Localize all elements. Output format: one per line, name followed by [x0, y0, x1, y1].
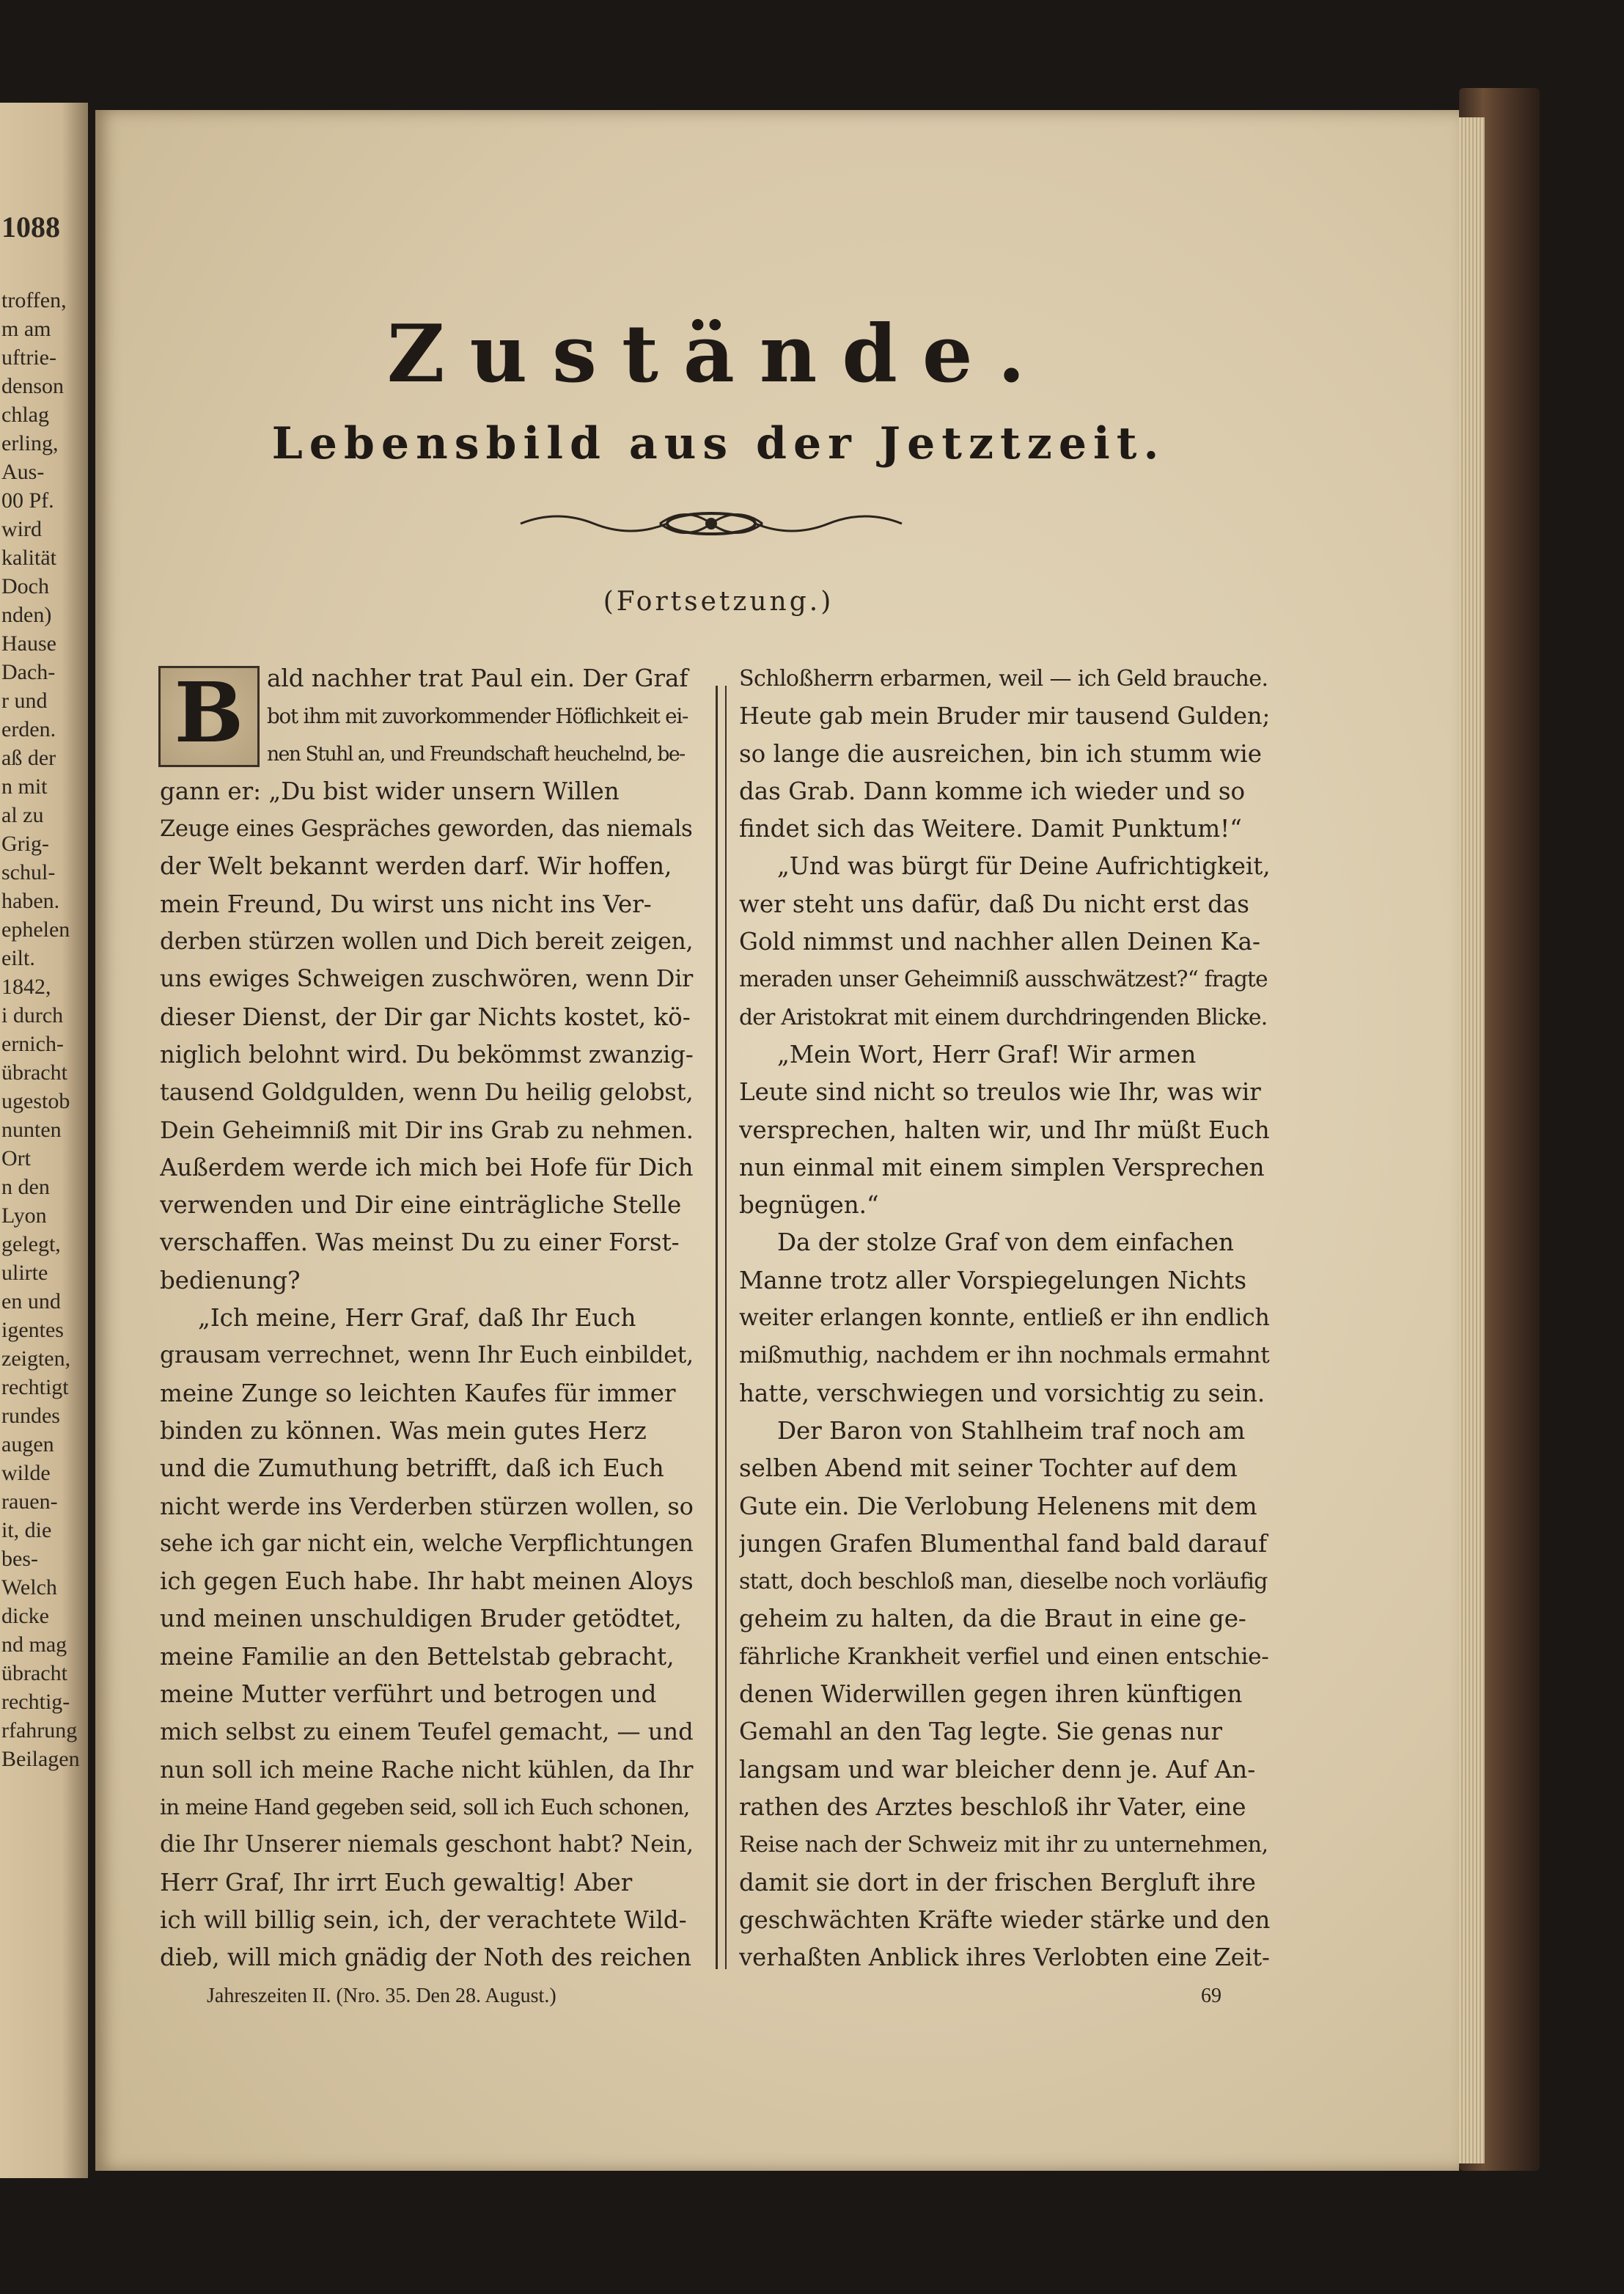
text-line: grausam verrechnet, wenn Ihr Euch einbildet, — [160, 1342, 694, 1369]
text-line: Manne trotz aller Vorspiegelungen Nichts — [739, 1266, 1247, 1294]
previous-page-fragment — [0, 103, 88, 2178]
margin-fragment: nd mag — [1, 1632, 67, 1657]
margin-fragment: nunten — [1, 1118, 62, 1142]
margin-fragment: chlag — [1, 403, 49, 427]
text-line: jungen Grafen Blumenthal fand bald darauf — [739, 1529, 1268, 1558]
previous-page-text — [1, 286, 84, 1773]
text-line: dieser Dienst, der Dir gar Nichts kostet, kö- — [160, 1003, 691, 1031]
margin-fragment: troffen, — [1, 288, 67, 312]
margin-fragment: übracht — [1, 1060, 67, 1085]
text-line: gann er: „Du bist wider unsern Willen — [160, 777, 620, 805]
left-text-column — [160, 660, 694, 1976]
text-line: bot ihm mit zuvorkommender Höflichkeit ei- — [267, 704, 688, 729]
text-line: „Ich meine, Herr Graf, daß Ihr Euch — [198, 1304, 636, 1333]
text-line: „Und was bürgt für Deine Aufrichtigkeit, — [777, 852, 1270, 881]
margin-fragment: nden) — [1, 603, 52, 627]
margin-fragment: zeigten, — [1, 1346, 71, 1371]
text-line: nun einmal mit einem simplen Versprechen — [739, 1153, 1265, 1181]
text-line: versprechen, halten wir, und Ihr müßt Euch — [739, 1115, 1270, 1144]
margin-fragment: Welch — [1, 1575, 57, 1599]
right-text-column — [739, 660, 1270, 1976]
text-line: Reise nach der Schweiz mit ihr zu unternehmen, — [739, 1832, 1268, 1858]
margin-fragment: n den — [1, 1175, 50, 1199]
text-line: hatte, verschwiegen und vorsichtig zu sein. — [739, 1379, 1265, 1407]
margin-fragment: rechtig- — [1, 1690, 70, 1714]
text-line: so lange die ausreichen, bin ich stumm wie — [739, 739, 1262, 768]
margin-fragment: ernich- — [1, 1032, 64, 1056]
margin-fragment: dicke — [1, 1604, 49, 1628]
text-line: tausend Goldgulden, wenn Du heilig gelobst, — [160, 1078, 694, 1107]
continuation-note: (Fortsetzung.) — [603, 587, 834, 617]
footer-page-number: 69 — [1201, 1985, 1221, 2007]
margin-fragment: Ort — [1, 1146, 31, 1170]
margin-fragment: Lyon — [1, 1203, 47, 1228]
margin-fragment: rechtigt — [1, 1375, 69, 1399]
text-line: verschaffen. Was meinst Du zu einer Forst- — [160, 1228, 680, 1257]
page-subtitle: Lebensbild aus der Jetztzeit. — [271, 418, 1166, 469]
text-line: Gold nimmst und nachher allen Deinen Ka- — [739, 928, 1260, 956]
margin-fragment: haben. — [1, 889, 60, 913]
text-line: findet sich das Weitere. Damit Punktum!“ — [739, 815, 1242, 843]
text-line: mein Freund, Du wirst uns nicht ins Ver- — [160, 890, 652, 918]
margin-fragment: al zu — [1, 803, 44, 827]
text-line: meine Mutter verführt und betrogen und — [160, 1680, 657, 1709]
margin-fragment: Aus- — [1, 460, 45, 484]
margin-fragment: erling, — [1, 431, 59, 455]
text-line: nun soll ich meine Rache nicht kühlen, da Ihr — [160, 1755, 694, 1784]
text-line: begnügen.“ — [739, 1191, 879, 1220]
text-line: nicht werde ins Verderben stürzen wollen, so — [160, 1492, 694, 1520]
margin-fragment: Dach- — [1, 660, 56, 684]
text-line: meine Zunge so leichten Kaufes für immer — [160, 1379, 676, 1407]
text-line: geschwächten Kräfte wieder stärke und den — [739, 1905, 1270, 1934]
text-line: derben stürzen wollen und Dich bereit zeigen, — [160, 928, 694, 956]
text-line: Leute sind nicht so treulos wie Ihr, was wir — [739, 1078, 1261, 1107]
margin-fragment: kalität — [1, 546, 56, 570]
text-line: und die Zumuthung betrifft, daß ich Euch — [160, 1454, 664, 1483]
text-line: ich gegen Euch habe. Ihr habt meinen Aloys — [160, 1567, 694, 1596]
text-line: der Aristokrat mit einem durchdringenden Blicke. — [739, 1004, 1268, 1030]
margin-fragment: eilt. — [1, 946, 35, 970]
text-line: fährliche Krankheit verfiel und einen entschie- — [739, 1643, 1269, 1670]
margin-fragment: ulirte — [1, 1261, 48, 1285]
text-line: Außerdem werde ich mich bei Hofe für Dich — [160, 1153, 694, 1181]
margin-fragment: Doch — [1, 574, 49, 598]
drop-cap: B — [158, 666, 260, 767]
text-line: mißmuthig, nachdem er ihn nochmals ermahnt — [739, 1342, 1270, 1369]
text-line: der Welt bekannt werden darf. Wir hoffen, — [160, 852, 672, 881]
text-line: langsam und war bleicher denn je. Auf An- — [739, 1755, 1256, 1784]
margin-fragment: en und — [1, 1289, 61, 1313]
previous-page-number: 1088 — [1, 213, 60, 241]
margin-fragment: ephelen — [1, 917, 70, 942]
text-line: die Ihr Unserer niemals geschont habt? Nein, — [160, 1831, 694, 1858]
margin-fragment: Hause — [1, 631, 56, 656]
text-line: Gemahl an den Tag legte. Sie genas nur — [739, 1718, 1223, 1746]
text-line: verwenden und Dir eine einträgliche Stelle — [160, 1191, 682, 1220]
margin-fragment: n mit — [1, 774, 48, 799]
margin-fragment: 1842, — [1, 975, 51, 999]
text-line: Herr Graf, Ihr irrt Euch gewaltig! Aber — [160, 1868, 633, 1897]
margin-fragment: r und — [1, 689, 48, 713]
text-line: das Grab. Dann komme ich wieder und so — [739, 777, 1246, 805]
margin-fragment: m am — [1, 317, 51, 341]
margin-fragment: schul- — [1, 860, 56, 884]
text-line: niglich belohnt wird. Du bekömmst zwanzig- — [160, 1040, 694, 1069]
margin-fragment: rauen- — [1, 1489, 58, 1514]
text-line: meine Familie an den Bettelstab gebracht, — [160, 1642, 675, 1671]
margin-fragment: i durch — [1, 1003, 64, 1027]
text-line: und meinen unschuldigen Bruder getödtet, — [160, 1605, 682, 1633]
margin-fragment: uftrie- — [1, 345, 56, 370]
margin-fragment: aß der — [1, 746, 56, 770]
text-line: in meine Hand gegeben seid, soll ich Euch schonen, — [160, 1794, 690, 1820]
margin-fragment: wilde — [1, 1461, 51, 1485]
column-divider — [716, 686, 727, 1969]
text-line: Heute gab mein Bruder mir tausend Gulden; — [739, 702, 1270, 730]
text-line: binden zu können. Was mein gutes Herz — [160, 1416, 647, 1445]
ornament-divider — [513, 502, 909, 546]
margin-fragment: bes- — [1, 1547, 38, 1571]
text-line: bedienung? — [160, 1266, 301, 1294]
text-line: dieb, will mich gnädig der Noth des reichen — [160, 1943, 692, 1972]
text-line: Der Baron von Stahlheim traf noch am — [777, 1416, 1246, 1445]
margin-fragment: igentes — [1, 1318, 64, 1342]
text-line: Zeuge eines Gespräches geworden, das niemals — [160, 816, 693, 843]
margin-fragment: übracht — [1, 1661, 67, 1685]
text-line: selben Abend mit seiner Tochter auf dem — [739, 1454, 1238, 1483]
text-line: uns ewiges Schweigen zuschwören, wenn Dir — [160, 966, 694, 993]
margin-fragment: denson — [1, 374, 64, 398]
text-line: weiter erlangen konnte, entließ er ihn endlich — [739, 1305, 1270, 1332]
margin-fragment: wird — [1, 517, 42, 541]
page-title: Zustände. — [386, 308, 1051, 400]
text-line: nen Stuhl an, und Freundschaft heuchelnd, be- — [267, 742, 685, 766]
text-line: ald nachher trat Paul ein. Der Graf — [267, 664, 688, 692]
text-line: denen Widerwillen gegen ihren künftigen — [739, 1680, 1243, 1709]
text-line: „Mein Wort, Herr Graf! Wir armen — [777, 1040, 1197, 1069]
text-line: sehe ich gar nicht ein, welche Verpflichtungen — [160, 1530, 694, 1557]
text-line: rathen des Arztes beschloß ihr Vater, eine — [739, 1792, 1246, 1821]
margin-fragment: erden. — [1, 717, 56, 741]
text-line: verhaßten Anblick ihres Verlobten eine Zeit- — [739, 1943, 1270, 1972]
margin-fragment: ugestob — [1, 1089, 70, 1113]
margin-fragment: rundes — [1, 1404, 60, 1428]
footer-journal: Jahreszeiten II. (Nro. 35. Den 28. August.) — [207, 1985, 556, 2007]
text-line: meraden unser Geheimniß ausschwätzest?“ fragte — [739, 967, 1268, 992]
margin-fragment: Grig- — [1, 832, 49, 856]
margin-fragment: rfahrung — [1, 1718, 78, 1743]
text-line: wer steht uns dafür, daß Du nicht erst das — [739, 890, 1249, 918]
margin-fragment: gelegt, — [1, 1232, 61, 1256]
margin-fragment: augen — [1, 1432, 54, 1456]
text-line: statt, doch beschloß man, dieselbe noch vorläufig — [739, 1569, 1268, 1595]
text-line: Gute ein. Die Verlobung Helenens mit dem — [739, 1492, 1257, 1520]
text-line: ich will billig sein, ich, der verachtete Wild- — [160, 1905, 687, 1934]
margin-fragment: 00 Pf. — [1, 488, 54, 513]
text-line: Schloßherrn erbarmen, weil — ich Geld brauche. — [739, 666, 1268, 692]
text-line: damit sie dort in der frischen Bergluft ihre — [739, 1868, 1256, 1897]
margin-fragment: it, die — [1, 1518, 52, 1542]
margin-fragment: Beilagen — [1, 1747, 80, 1771]
text-line: Da der stolze Graf von dem einfachen — [777, 1228, 1234, 1257]
text-line: mich selbst zu einem Teufel gemacht, — und — [160, 1718, 694, 1746]
text-line: Dein Geheimniß mit Dir ins Grab zu nehmen. — [160, 1115, 694, 1144]
text-line: geheim zu halten, da die Braut in eine ge- — [739, 1605, 1246, 1633]
